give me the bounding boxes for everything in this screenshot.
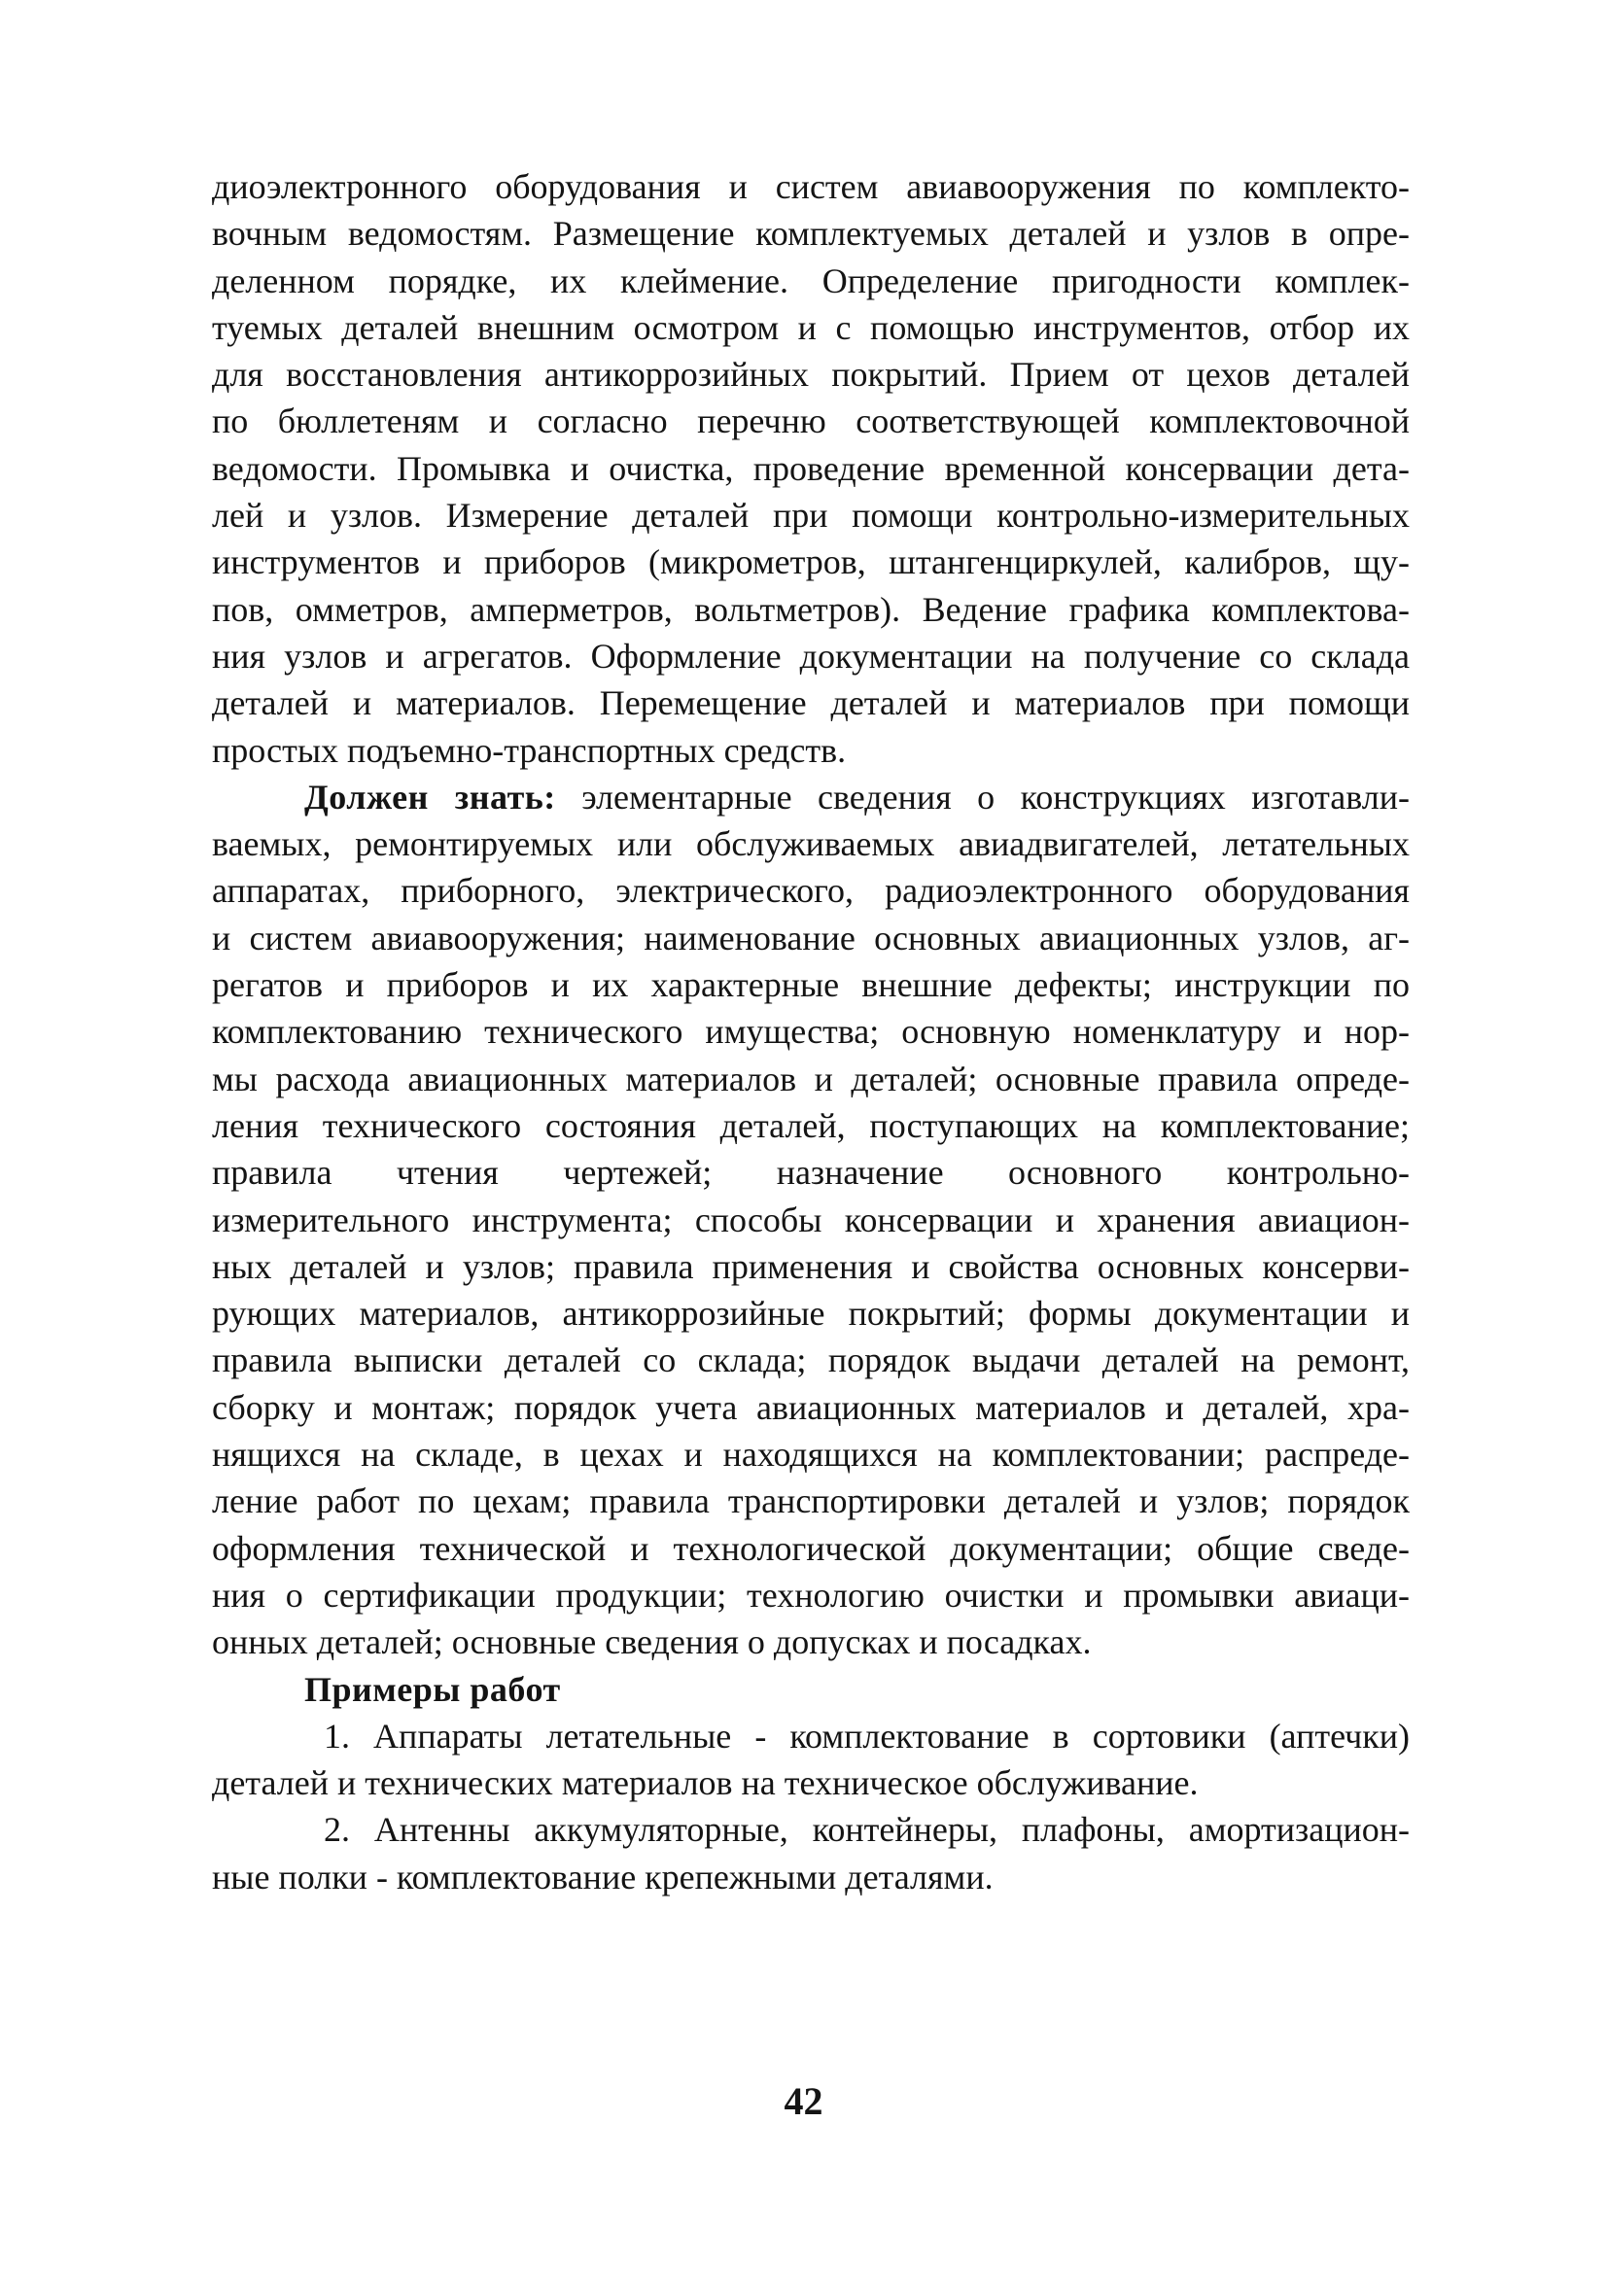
text-line: деленном порядке, их клеймение. Определение пригодности комплек- bbox=[212, 261, 1410, 300]
text-line: ных деталей и узлов; правила применения и свойства основных консерви- bbox=[212, 1246, 1410, 1286]
examples-heading: Примеры работ bbox=[304, 1669, 561, 1709]
text-line: ление работ по цехам; правила транспортировки деталей и узлов; порядок bbox=[212, 1481, 1410, 1521]
text-line: правила выписки деталей со склада; порядок выдачи деталей на ремонт, bbox=[212, 1340, 1410, 1380]
text-line: ваемых, ремонтируемых или обслуживаемых авиадвигателей, летательных bbox=[212, 824, 1410, 864]
text-line: комплектованию технического имущества; основную номенклатуру и нор- bbox=[212, 1012, 1410, 1052]
page-number: 42 bbox=[784, 2079, 823, 2123]
text-line: ления технического состояния деталей, поступающих на комплектование; bbox=[212, 1105, 1410, 1145]
text-line: по бюллетеням и согласно перечню соответствующей комплектовочной bbox=[212, 401, 1410, 441]
example-item-line: ные полки - комплектование крепежными деталями. bbox=[212, 1857, 994, 1896]
text-line: для восстановления антикоррозийных покрытий. Прием от цехов деталей bbox=[212, 355, 1410, 395]
text-line: диоэлектронного оборудования и систем авиавооружения по комплекто- bbox=[212, 167, 1410, 206]
example-item-line: 1. Аппараты летательные - комплектование в сортовики (аптечки) bbox=[324, 1716, 1410, 1756]
text-line: ния узлов и агрегатов. Оформление документации на получение со склада bbox=[212, 636, 1410, 676]
text-line: оформления технической и технологической документации; общие сведе- bbox=[212, 1528, 1410, 1568]
example-item-line: деталей и технических материалов на техническое обслуживание. bbox=[212, 1763, 1199, 1803]
paragraph-duties bbox=[212, 163, 1410, 774]
text-line: измерительного инструмента; способы консервации и хранения авиацион- bbox=[212, 1200, 1410, 1239]
must-know-heading: Должен знать: bbox=[304, 777, 556, 817]
examples-heading-line bbox=[212, 1666, 1410, 1713]
text-line: лей и узлов. Измерение деталей при помощи контрольно-измерительных bbox=[212, 496, 1410, 536]
text-line: инструментов и приборов (микрометров, штангенциркулей, калибров, щу- bbox=[212, 542, 1410, 582]
text-line: простых подъемно-транспортных средств. bbox=[212, 730, 847, 770]
text-line: ведомости. Промывка и очистка, проведение временной консервации дета- bbox=[212, 448, 1410, 488]
text-line: нящихся на складе, в цехах и находящихся на комплектовании; распреде- bbox=[212, 1435, 1410, 1475]
text-line: мы расхода авиационных материалов и деталей; основные правила опреде- bbox=[212, 1059, 1410, 1098]
examples-section bbox=[212, 1666, 1410, 1900]
text-line: ния о сертификации продукции; технологию очистки и промывки авиаци- bbox=[212, 1575, 1410, 1615]
paragraph-must-know bbox=[212, 774, 1410, 1666]
text-line: регатов и приборов и их характерные внешние дефекты; инструкции по bbox=[212, 965, 1410, 1005]
text-line: онных деталей; основные сведения о допусках и посадках. bbox=[212, 1622, 1092, 1662]
text-line: деталей и материалов. Перемещение деталей и материалов при помощи bbox=[212, 683, 1410, 723]
text-line: и систем авиавооружения; наименование основных авиационных узлов, аг- bbox=[212, 918, 1410, 957]
text-line: пов, омметров, амперметров, вольтметров). Ведение графика комплектова- bbox=[212, 589, 1410, 629]
text-line: аппаратах, приборного, электрического, радиоэлектронного оборудования bbox=[212, 871, 1410, 911]
text-line: правила чтения чертежей; назначение основного контрольно- bbox=[212, 1153, 1410, 1193]
body-text bbox=[212, 163, 1410, 1900]
text-line: рующих материалов, антикоррозийные покрытий; формы документации и bbox=[212, 1294, 1410, 1334]
example-item-line: 2. Антенны аккумуляторные, контейнеры, плафоны, амортизацион- bbox=[324, 1810, 1410, 1850]
text-line: вочным ведомостям. Размещение комплектуемых деталей и узлов в опре- bbox=[212, 214, 1410, 254]
text-line-with-heading bbox=[212, 774, 1410, 820]
text-line-rest: элементарные сведения о конструкциях изготавли- bbox=[581, 777, 1410, 817]
text-line: туемых деталей внешним осмотром и с помощью инструментов, отбор их bbox=[212, 307, 1410, 347]
text-line: сборку и монтаж; порядок учета авиационных материалов и деталей, хра- bbox=[212, 1387, 1410, 1427]
